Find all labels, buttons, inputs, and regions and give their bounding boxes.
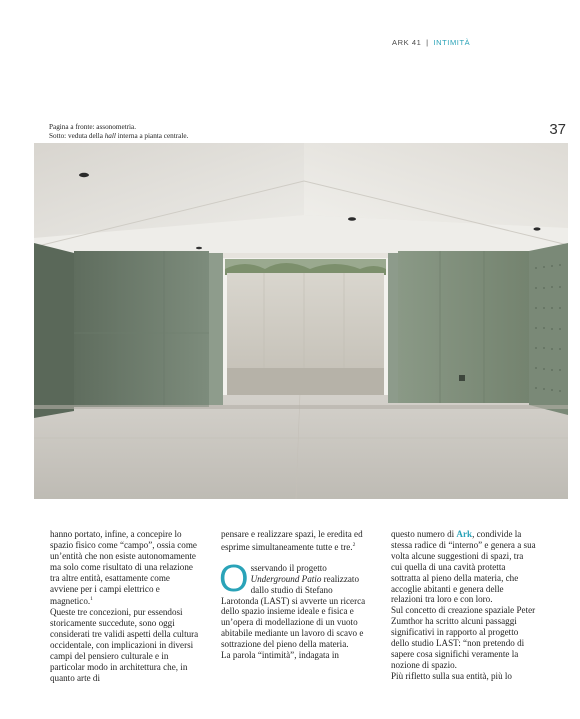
paragraph bbox=[50, 529, 200, 607]
paragraph-text: sservando il progetto bbox=[250, 562, 327, 573]
running-header bbox=[392, 38, 470, 47]
text-column-3 bbox=[391, 529, 536, 682]
interior-photo bbox=[34, 143, 568, 499]
paragraph bbox=[221, 529, 366, 553]
caption-line-2 bbox=[49, 132, 309, 141]
paragraph-text: hanno portato, infine, a concepire lo spazio fisico come “campo”, ossia come un’entità che non esiste autonomamente ma solo come risultato di una relazione tra altre entità, esattamente come avviene per i campi elettrico e magnetico. bbox=[50, 529, 197, 607]
magazine-name: Ark bbox=[456, 529, 473, 539]
page-number: 37 bbox=[549, 121, 566, 138]
paragraph bbox=[391, 529, 536, 605]
drop-cap: O bbox=[219, 557, 249, 600]
paragraph-text: questo numero di bbox=[391, 529, 457, 539]
paragraph: Più rifletto sulla sua entità, più lo bbox=[391, 670, 512, 681]
section-title: INTIMITÀ bbox=[433, 38, 471, 47]
magazine-issue: ARK 41 bbox=[392, 38, 422, 47]
text-column-2 bbox=[221, 529, 366, 661]
paragraph-text: pensare e realizzare spazi, le eredita ed esprime simultaneamente tutte e tre. bbox=[221, 529, 363, 552]
text-column-1 bbox=[50, 529, 200, 684]
paragraph bbox=[219, 557, 366, 650]
header-separator: | bbox=[426, 38, 429, 47]
caption-line-1: Pagina a fronte: assonometria. bbox=[49, 123, 137, 131]
project-title: Underground Patio bbox=[250, 573, 322, 584]
interior-photo-drawing bbox=[34, 143, 568, 499]
paragraph: Sul concetto di creazione spaziale Peter Zumthor ha scritto alcuni passaggi significativi in rapporto al progetto dello studio LAST: “non pretendo di sapere cosa significhi veramente la nozione di spazio. bbox=[391, 605, 536, 670]
footnote-ref: 2 bbox=[352, 541, 356, 548]
paragraph-text-end: realizzato dallo studio di Stefano Larotonda (LAST) si avverte un ricerca dello spazio insieme ideale e fisica e un’opera di modellazione di un vuoto abitabile mediante un lavoro di scavo e sottrazione del pieno della materia. bbox=[221, 573, 366, 650]
photo-caption bbox=[49, 123, 309, 141]
caption-text: Sotto: veduta della bbox=[49, 132, 105, 140]
paragraph: Queste tre concezioni, pur essendosi storicamente succedute, sono oggi considerati tre validi aspetti della cultura occidentale, con implicazioni in diversi campi del pensiero culturale e in particolar modo in architettura che, in quanto arte di bbox=[50, 607, 199, 683]
caption-text-end: interna a pianta centrale. bbox=[115, 132, 189, 140]
paragraph: La parola “intimità”, indagata in bbox=[221, 650, 339, 661]
caption-italic: hall bbox=[104, 132, 116, 140]
paragraph-text-end: , condivide la stessa radice di “interno” e genera a sua volta alcune suggestioni di spazi, tra cui quella di una cavità protetta sottratta al pieno della materia, che accoglie abitanti e genera delle relazioni tra loro e con loro. bbox=[391, 529, 536, 605]
footnote-ref: 1 bbox=[90, 596, 93, 603]
